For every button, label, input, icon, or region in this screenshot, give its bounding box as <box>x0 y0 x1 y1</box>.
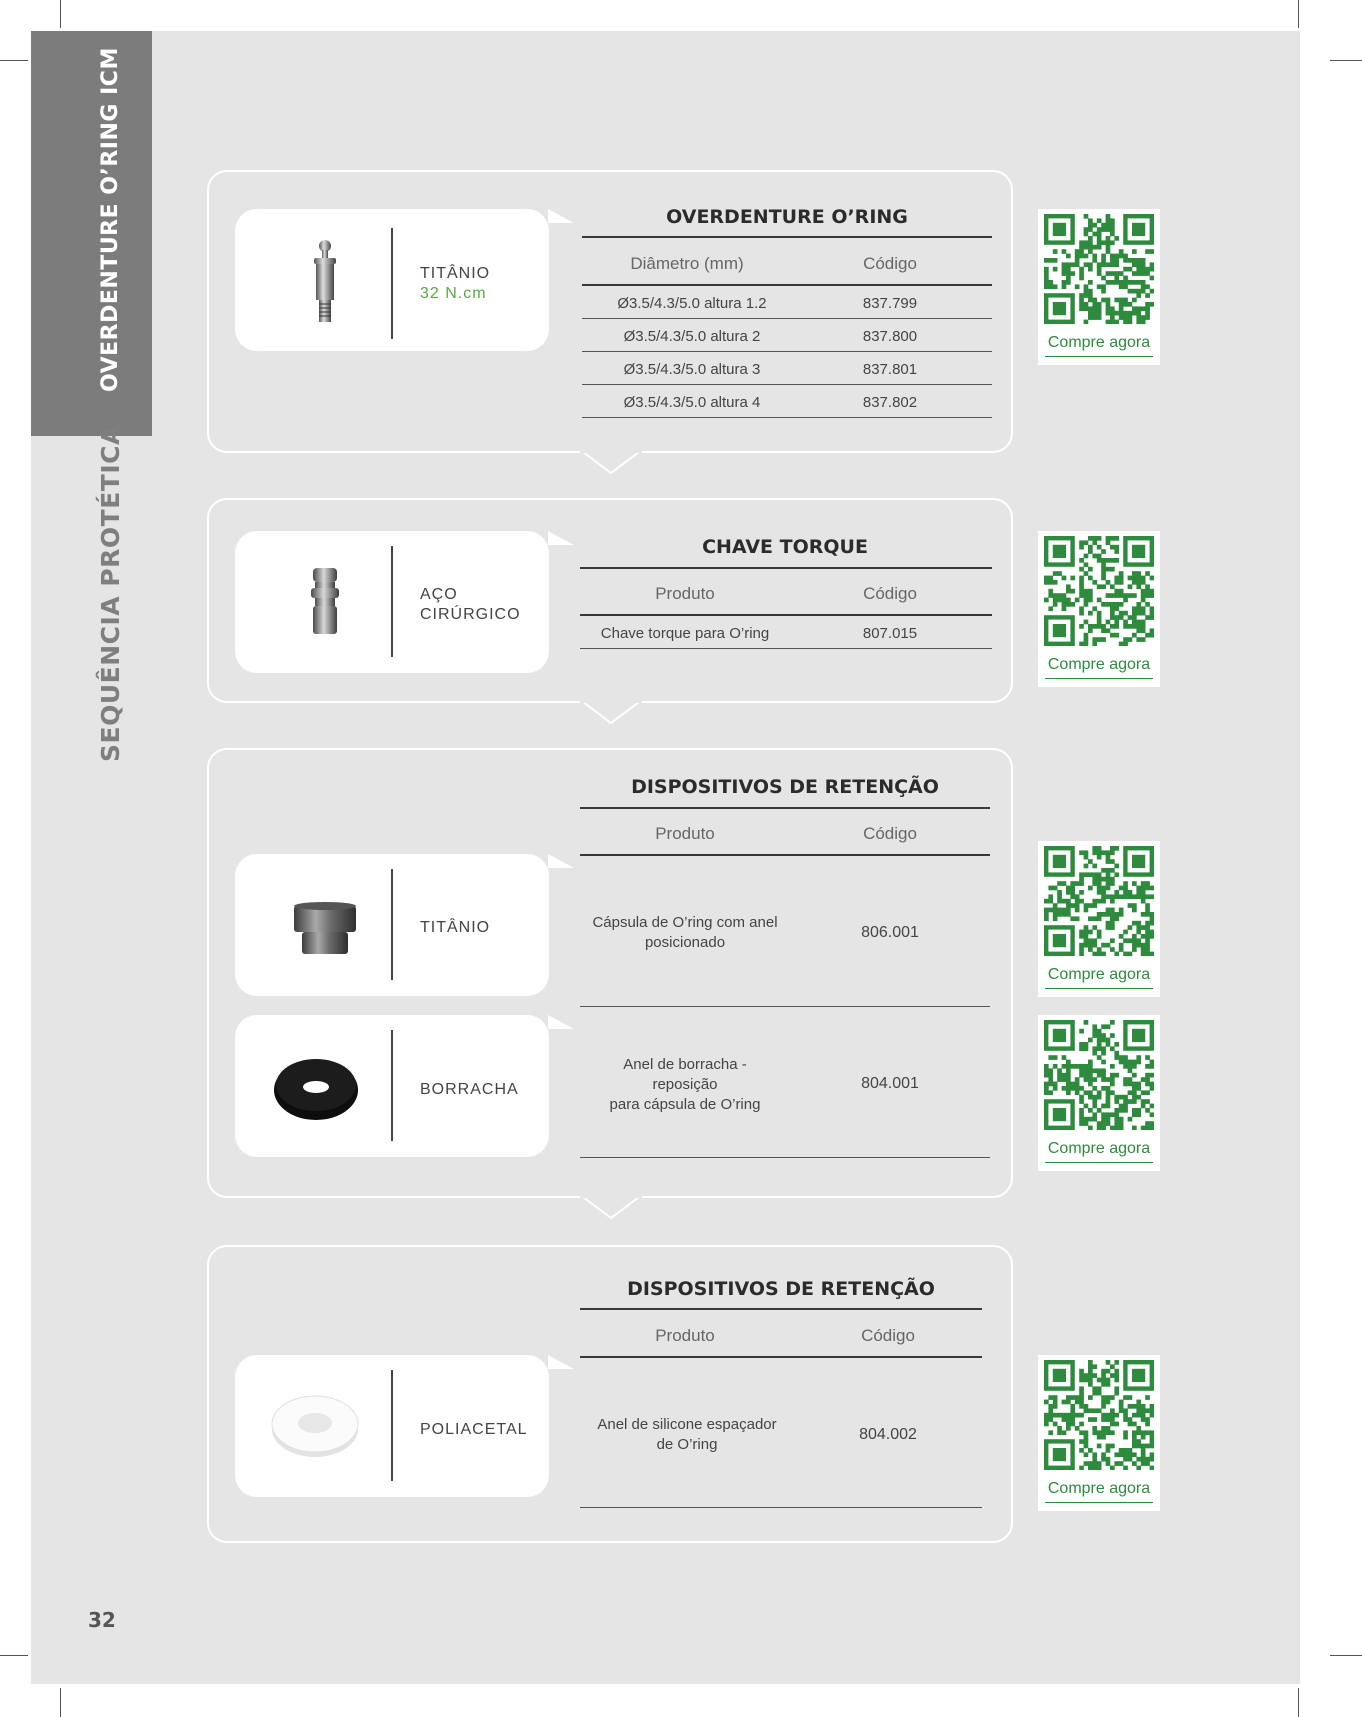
table-cell-code: 806.001 <box>861 924 919 941</box>
oring-abutment-image <box>300 238 350 328</box>
column-header-product: Produto <box>655 1326 715 1345</box>
bubble-tail <box>548 209 574 223</box>
column-header-product: Produto <box>655 824 715 843</box>
rubber-ring-image <box>273 1055 359 1121</box>
qr-code-buy-now[interactable] <box>1038 841 1160 997</box>
table-cell-product <box>580 913 790 953</box>
row-rule <box>580 1157 990 1158</box>
product-text: posicionado <box>644 934 726 951</box>
table-cell-product: Chave torque para O’ring <box>600 625 770 642</box>
table-cell-code: 837.802 <box>862 394 918 411</box>
qr-code-buy-now[interactable] <box>1038 1355 1160 1511</box>
column-header-code: Código <box>861 1326 915 1345</box>
row-rule <box>580 1507 982 1508</box>
table-cell-code: 837.800 <box>862 328 918 345</box>
row-rule <box>582 351 992 352</box>
sidebar-section-subtitle: SEQUÊNCIA PROTÉTICA <box>96 425 125 762</box>
crop-mark <box>0 60 28 61</box>
row-rule <box>580 1006 990 1007</box>
buy-now-link[interactable]: Compre agora <box>1047 1480 1151 1497</box>
row-rule <box>582 417 992 418</box>
torque-key-image <box>303 566 347 638</box>
column-header-code: Código <box>863 584 917 603</box>
page-number: 32 <box>88 1608 116 1632</box>
qr-code-icon <box>1044 846 1154 956</box>
product-text: Cápsula de O’ring com anel <box>592 914 778 931</box>
table-cell-code: 804.002 <box>859 1426 917 1443</box>
header-rule <box>580 614 992 616</box>
header-rule <box>580 854 990 856</box>
material-label: CIRÚRGICO <box>420 606 521 623</box>
table-cell-diameter: Ø3.5/4.3/5.0 altura 2 <box>623 328 761 345</box>
buy-now-link[interactable]: Compre agora <box>1047 656 1151 673</box>
bubble-divider <box>391 228 393 339</box>
crop-mark <box>60 1688 61 1717</box>
product-text: para cápsula de O’ring <box>609 1096 761 1113</box>
sidebar-section-tab <box>31 31 152 436</box>
table-cell-product <box>580 1055 790 1115</box>
table-cell-diameter: Ø3.5/4.3/5.0 altura 3 <box>623 361 761 378</box>
table-cell-code: 837.799 <box>862 295 918 312</box>
qr-code-icon <box>1044 1360 1154 1470</box>
column-header-code: Código <box>863 254 917 273</box>
qr-code-icon <box>1044 214 1154 324</box>
crop-mark <box>1298 1688 1299 1717</box>
bubble-divider <box>391 869 393 980</box>
bubble-tail <box>548 531 574 545</box>
qr-code-buy-now[interactable] <box>1038 1015 1160 1171</box>
table-title: CHAVE TORQUE <box>702 536 868 558</box>
torque-label: 32 N.cm <box>420 285 487 302</box>
link-underline <box>1045 356 1153 357</box>
crop-mark <box>1330 1655 1362 1656</box>
material-label: TITÂNIO <box>420 919 491 936</box>
material-label: AÇO <box>420 586 458 603</box>
table-top-rule <box>580 567 992 569</box>
link-underline <box>1045 678 1153 679</box>
header-rule <box>580 1356 982 1358</box>
table-cell-diameter: Ø3.5/4.3/5.0 altura 4 <box>623 394 761 411</box>
row-rule <box>582 384 992 385</box>
table-cell-product <box>582 1415 792 1455</box>
header-rule <box>582 284 992 286</box>
table-title: DISPOSITIVOS DE RETENÇÃO <box>631 776 939 798</box>
material-label: POLIACETAL <box>420 1421 528 1438</box>
bubble-tail <box>548 1355 574 1369</box>
table-top-rule <box>580 1308 982 1310</box>
qr-code-icon <box>1044 536 1154 646</box>
buy-now-link[interactable]: Compre agora <box>1047 966 1151 983</box>
product-text: de O’ring <box>656 1436 718 1453</box>
column-header-product: Produto <box>655 584 715 603</box>
table-cell-diameter: Ø3.5/4.3/5.0 altura 1.2 <box>617 295 767 312</box>
crop-mark <box>0 1655 28 1656</box>
table-top-rule <box>580 807 990 809</box>
column-header-code: Código <box>863 824 917 843</box>
qr-code-icon <box>1044 1020 1154 1130</box>
product-text: Anel de borracha - <box>623 1056 747 1073</box>
bubble-divider <box>391 1030 393 1141</box>
sidebar-section-title: OVERDENTURE O’RING ICM <box>98 47 123 392</box>
bubble-tail <box>548 854 574 868</box>
link-underline <box>1045 988 1153 989</box>
link-underline <box>1045 1502 1153 1503</box>
table-title: OVERDENTURE O’RING <box>666 206 908 228</box>
table-title: DISPOSITIVOS DE RETENÇÃO <box>627 1278 935 1300</box>
column-header-diameter: Diâmetro (mm) <box>630 254 744 273</box>
table-cell-code: 804.001 <box>861 1075 919 1092</box>
bubble-tail <box>548 1015 574 1029</box>
bubble-divider <box>391 546 393 657</box>
capsule-image <box>290 900 360 960</box>
row-rule <box>582 318 992 319</box>
bubble-divider <box>391 1370 393 1481</box>
row-rule <box>580 648 992 649</box>
table-top-rule <box>582 236 992 238</box>
crop-mark <box>1330 60 1362 61</box>
link-underline <box>1045 1162 1153 1163</box>
crop-mark <box>1298 0 1299 28</box>
silicone-ring-image <box>270 1393 360 1459</box>
table-cell-code: 837.801 <box>862 361 918 378</box>
buy-now-link[interactable]: Compre agora <box>1047 1140 1151 1157</box>
material-label: BORRACHA <box>420 1081 519 1098</box>
product-text: Anel de silicone espaçador <box>597 1416 777 1433</box>
qr-code-buy-now[interactable] <box>1038 209 1160 365</box>
qr-code-buy-now[interactable] <box>1038 531 1160 687</box>
material-label: TITÂNIO <box>420 265 491 282</box>
buy-now-link[interactable]: Compre agora <box>1047 334 1151 351</box>
product-text: reposição <box>652 1076 718 1093</box>
table-cell-code: 807.015 <box>862 625 918 642</box>
crop-mark <box>60 0 61 28</box>
